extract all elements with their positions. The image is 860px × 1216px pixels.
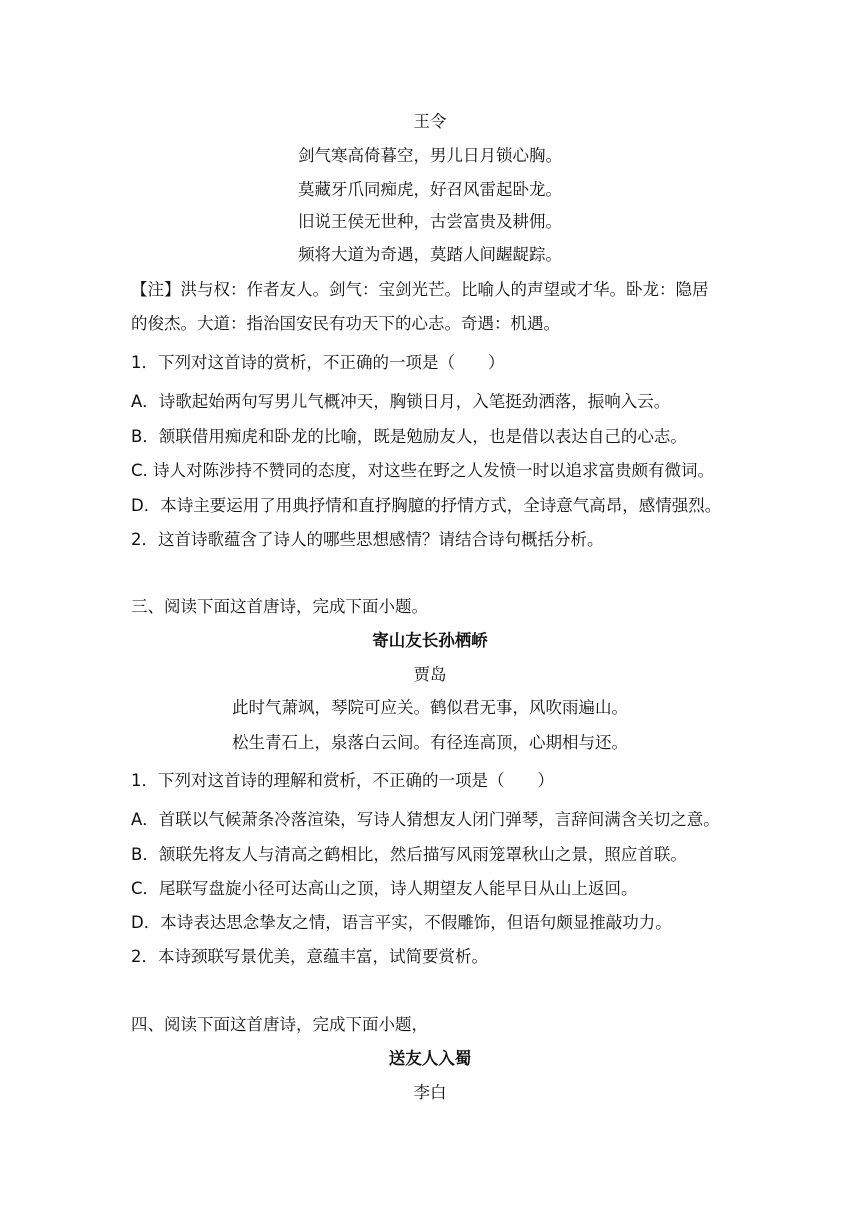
section3-poem-line-1: 此时气萧飒，琴院可应关。鹤似君无事，风吹雨遍山。 bbox=[232, 698, 628, 717]
section3-question-1: 1．下列对这首诗的理解和赏析，不正确的一项是（ ） bbox=[131, 771, 554, 790]
poem1-question-1: 1．下列对这首诗的赏析，不正确的一项是（ ） bbox=[131, 353, 505, 372]
section3-poem-line-2: 松生青石上，泉落白云间。有径连高顶，心期相与还。 bbox=[232, 733, 628, 752]
poem1-line-4: 频将大道为奇遇，莫踏人间龌龊踪。 bbox=[298, 245, 562, 264]
poem1-option-c: C. 诗人对陈涉持不赞同的态度，对这些在野之人发愤一时以追求富贵颇有微词。 bbox=[131, 461, 715, 480]
section3-heading: 三、阅读下面这首唐诗，完成下面小题。 bbox=[131, 597, 428, 616]
poem1-line-1: 剑气寒高倚暮空，男儿日月锁心胸。 bbox=[298, 146, 562, 165]
poem1-note-line-1: 【注】洪与权：作者友人。剑气：宝剑光芒。比喻人的声望或才华。卧龙：隐居 bbox=[131, 280, 709, 299]
section3-option-c: C．尾联写盘旋小径可达高山之顶，诗人期望友人能早日从山上返回。 bbox=[131, 879, 638, 898]
poem1-option-d: D．本诗主要运用了用典抒情和直抒胸臆的抒情方式，全诗意气高昂，感情强烈。 bbox=[131, 496, 722, 515]
section3-poem-title: 寄山友长孙栖峤 bbox=[372, 631, 488, 650]
section4-poem-title: 送友人入蜀 bbox=[388, 1049, 472, 1068]
section3-poem-author: 贾岛 bbox=[413, 665, 447, 684]
poem1-line-3: 旧说王侯无世种，古尝富贵及耕佣。 bbox=[298, 212, 562, 231]
poem1-line-2: 莫藏牙爪同痴虎，好召风雷起卧龙。 bbox=[298, 180, 562, 199]
section4-poem-author: 李白 bbox=[413, 1083, 447, 1102]
section3-option-d: D．本诗表达思念挚友之情，语言平实，不假雕饰，但语句颇显推敲功力。 bbox=[131, 913, 672, 932]
section3-option-b: B．颔联先将友人与清高之鹤相比，然后描写风雨笼罩秋山之景，照应首联。 bbox=[131, 845, 687, 864]
section3-option-a: A．首联以气候萧条冷落渲染，写诗人猜想友人闭门弹琴，言辞间满含关切之意。 bbox=[131, 810, 720, 829]
poem1-option-b: B．颔联借用痴虎和卧龙的比喻，既是勉励友人，也是借以表达自己的心志。 bbox=[131, 427, 687, 446]
poem1-option-a: A．诗歌起始两句写男儿气概冲天，胸锁日月，入笔挺劲洒落，振响入云。 bbox=[131, 392, 671, 411]
section4-heading: 四、阅读下面这首唐诗，完成下面小题， bbox=[131, 1015, 428, 1034]
section3-question-2: 2．本诗颈联写景优美，意蕴丰富，试简要赏析。 bbox=[131, 947, 488, 966]
poem1-author: 王令 bbox=[413, 112, 447, 131]
poem1-question-2: 2．这首诗歌蕴含了诗人的哪些思想感情？请结合诗句概括分析。 bbox=[131, 530, 604, 549]
poem1-note-line-2: 的俊杰。大道：指治国安民有功天下的心志。奇遇：机遇。 bbox=[131, 314, 560, 333]
